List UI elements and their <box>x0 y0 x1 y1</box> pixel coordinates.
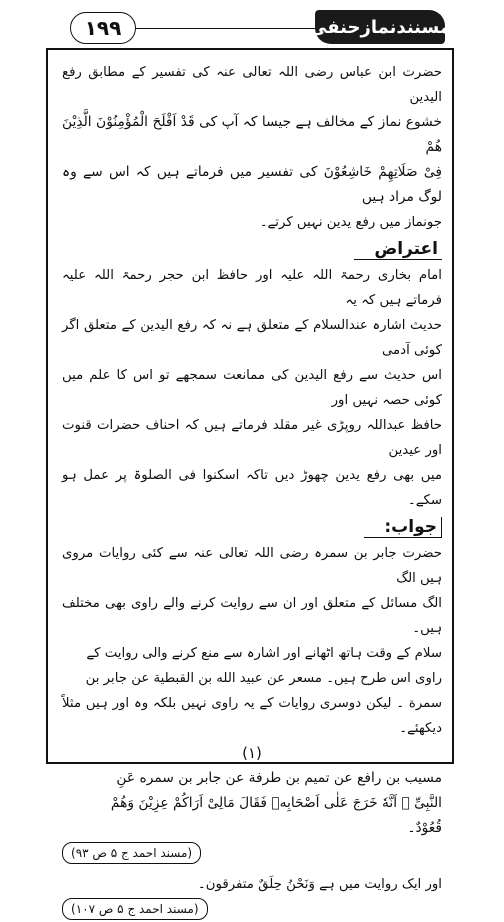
reference-2: (مسند احمد ج ۵ ص ۱۰۷) <box>62 897 442 922</box>
para1-line: خشوع نماز کے مخالف ہے جیسا کہ آپ کی قَدْ اَفْلَحَ الْمُؤْمِنُوْنَ الَّذِیْنَ هُمْ <box>62 114 442 155</box>
para4-line: قُعُوْدٌ۔ <box>407 820 442 836</box>
heading-answer: جواب: <box>62 513 442 541</box>
para4-line: النَّبِیِّ ﷺ اَنَّهٗ خَرَجَ عَلٰی اَصْحَابِهٖ فَقَالَ مَالِیْ اَرَاكُمْ عِزِیْنَ وَهُمْ <box>110 795 442 811</box>
number-label: (١) <box>242 744 262 762</box>
page-content <box>62 60 442 922</box>
para1-line: حضرت ابن عباس رضی اللہ تعالی عنہ کی تفسیر کے مطابق رفع الیدین <box>62 65 442 105</box>
para3-line: راوی اس طرح ہیں۔ مسعر عن عبيد الله بن القبطية عن جابر بن <box>85 671 442 686</box>
para4-line: مسیب بن رافع عن تمیم بن طرفة عن جابر بن سمره عَنِ <box>116 770 442 786</box>
para3-line: حضرت جابر بن سمرہ رضی اللہ تعالی عنہ سے کئی روایات مروی ہیں الگ <box>62 546 442 586</box>
page-number: ١٩٩ <box>70 12 136 44</box>
para2-line: حدیث اشارہ عندالسلام کے متعلق ہے نہ کہ رفع الیدین کے متعلق اگر کوئی آدمی <box>62 318 442 358</box>
book-title: مسنندنمازحنفی <box>315 10 445 44</box>
heading-objection: اعتراض <box>62 235 442 263</box>
para1-line: فِیْ صَلَاتِهِمْ خَاشِعُوْنَ کی تفسیر میں فرماتے ہیں کہ اس سے وہ لوگ مراد ہیں <box>62 164 442 205</box>
para3-line: سمرة ۔ لیکن دوسری روایات کے یہ راوی نہیں بلکہ وہ اور ہیں مثلاً دیکھئے۔ <box>62 696 442 736</box>
para2-line: میں بھی رفع یدین چھوڑ دیں تاکہ اسکنوا فی الصلوۃ پر عمل ہو سکے۔ <box>62 468 442 508</box>
para1-line: جونماز میں رفع یدین نہیں کرتے۔ <box>259 215 442 230</box>
para5-line: اور ایک روایت میں ہے وَنَحْنُ حِلَقٌ متفرقون۔ <box>197 877 442 892</box>
para2-line: امام بخاری رحمۃ اللہ علیہ اور حافظ ابن حجر رحمۃ اللہ علیہ فرماتے ہیں کہ یہ <box>62 268 442 308</box>
para3-line: الگ مسائل کے متعلق اور ان سے روایت کرنے والے راوی بھی مختلف ہیں۔ <box>62 596 442 636</box>
para2-line: اس حدیث سے رفع الیدین کی ممانعت سمجھے تو اس کا علم میں کوئی حصہ نہیں اور <box>62 368 442 408</box>
para2-line: حافظ عبداللہ روپڑی غیر مقلد فرماتے ہیں کہ احناف حضرات قنوت اور عیدین <box>62 418 442 458</box>
para3-line: سلام کے وقت ہاتھ اٹھانے اور اشارہ سے منع کرنے والی روایت کے <box>86 646 442 661</box>
reference-1: (مسند احمد ج ۵ ص ۹۳) <box>62 841 442 866</box>
